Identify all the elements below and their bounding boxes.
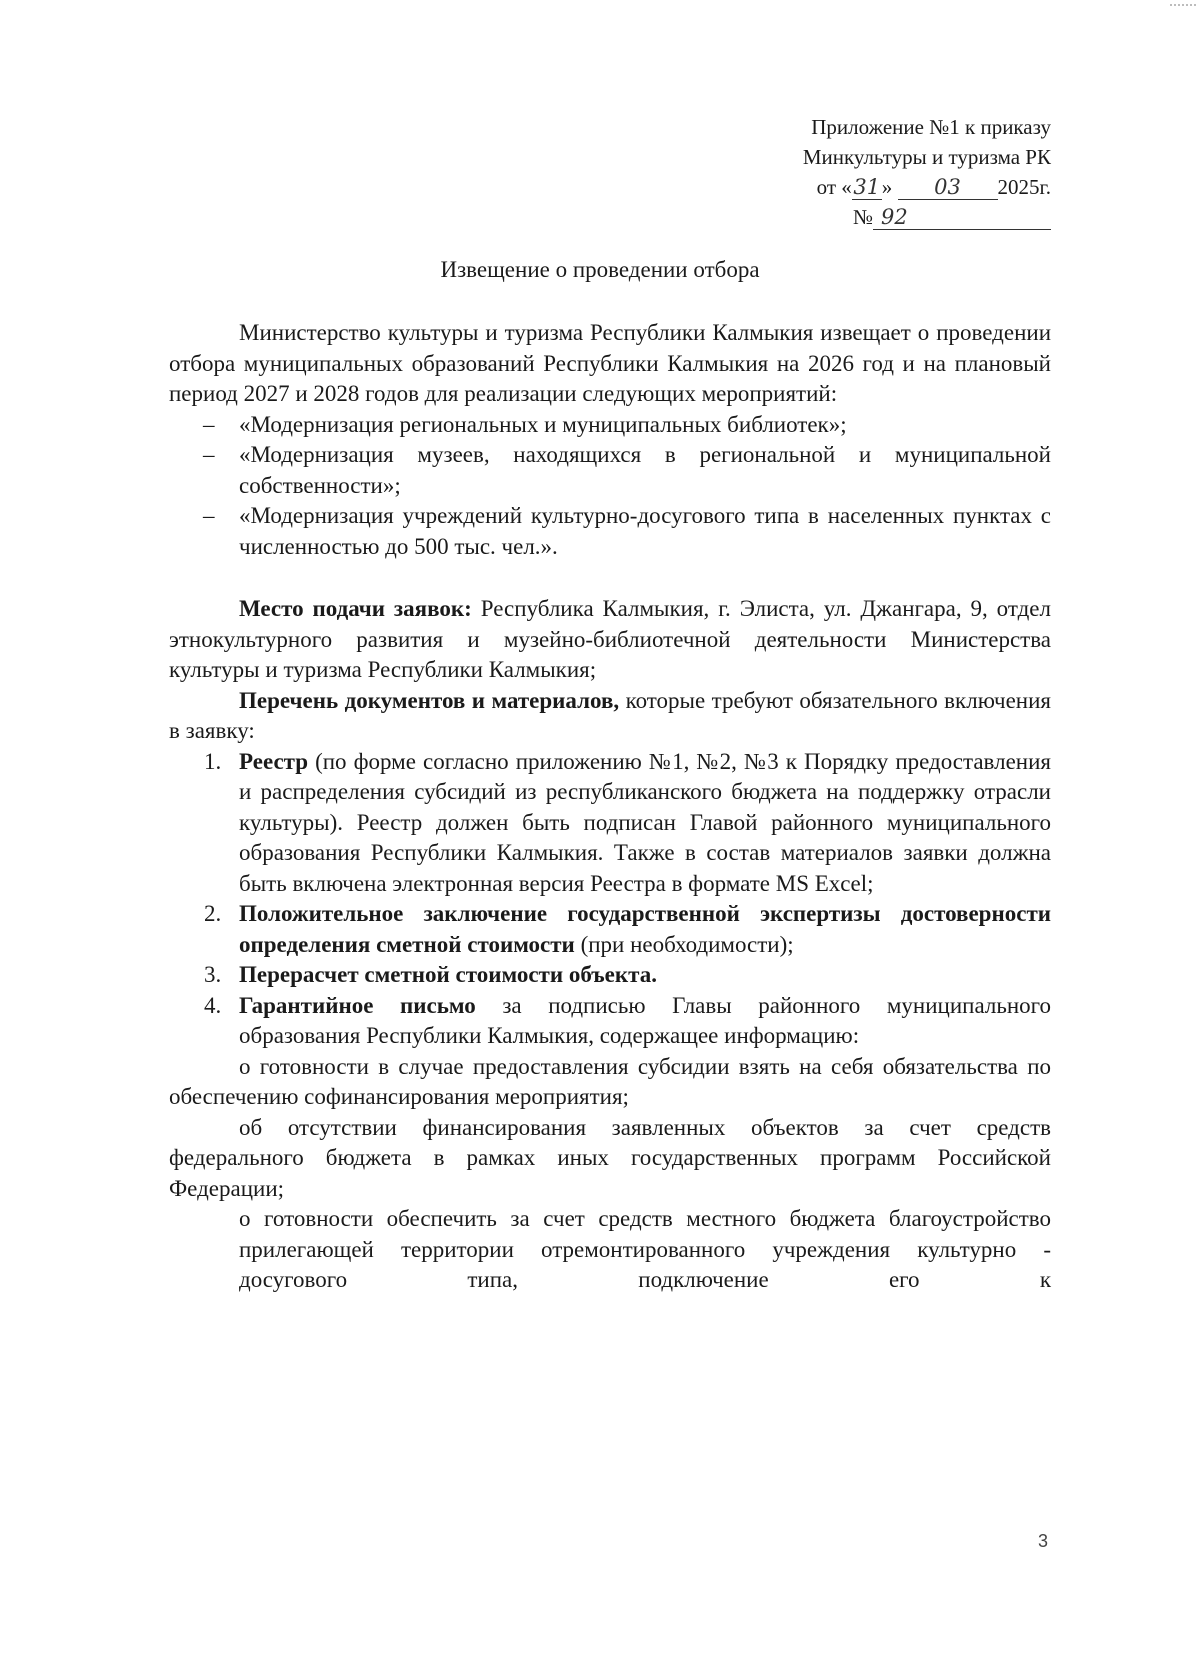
annex-number-line <box>691 202 1051 232</box>
document-item-text <box>239 960 1051 991</box>
annex-date-prefix: от « <box>816 175 852 199</box>
annex-header <box>691 112 1051 232</box>
document-item-text <box>239 991 1051 1052</box>
document-item-title: Положительное заключение государственной экспертизы достоверности определения сметной стоимости <box>239 901 1051 957</box>
guarantee-point: об отсутствии финансирования заявленных объектов за счет средств федерального бюджета в рамках иных государственных программ Российской Федерации; <box>169 1114 1051 1201</box>
intro-paragraph: Министерство культуры и туризма Республики Калмыкия извещает о проведении отбора муниципальных образований Республики Калмыкия на 2026 год и на плановый период 2027 и 2028 годов для реализации следующих мероприятий: <box>169 320 1051 406</box>
docs-intro-label: Перечень документов и материалов, <box>239 687 620 713</box>
document-title: Извещение о проведении отбора <box>440 257 760 282</box>
dash-bullet: – <box>203 411 215 437</box>
document-item-details: за подписью Главы районного муниципального образования Республики Калмыкия, содержащее информацию: <box>239 992 1051 1048</box>
documents-list <box>169 747 1051 1052</box>
annex-date-line <box>691 172 1051 202</box>
annex-number-value: 92 <box>873 205 1051 230</box>
list-item <box>169 991 1051 1052</box>
annex-line-2: Минкультуры и туризма РК <box>802 145 1051 169</box>
dash-bullet: – <box>203 442 215 467</box>
guarantee-point: о готовности обеспечить за счет средств местного бюджета благоустройство прилегающей территории отремонтированного учреждения культурно - досугового типа, подключение его к <box>239 1206 1051 1292</box>
event-text: «Модернизация региональных и муниципальных библиотек»; <box>239 411 847 437</box>
document-item-title: Гарантийное письмо <box>239 992 476 1018</box>
place-paragraph <box>169 594 1051 686</box>
place-text: Республика Калмыкия, г. Элиста, ул. Джангара, 9, отдел этнокультурного развития и музейно-библиотечной деятельности Министерства культуры и туризма Республики Калмыкия; <box>169 596 1051 682</box>
paragraph-gap <box>169 562 1051 594</box>
document-item-details: (по форме согласно приложению №1, №2, №3 к Порядку предоставления и распределения субсидий из республиканского бюджета на поддержку отрасли культуры). Реестр должен быть подписан Главой районного муниципального образования Республики Калмыкия. Также в состав материалов заявки должна быть включена электронная версия Реестра в формате MS Excel; <box>239 748 1051 896</box>
document-item-text <box>239 747 1051 900</box>
list-item <box>169 899 1051 960</box>
list-item <box>169 747 1051 900</box>
annex-number-prefix: № <box>852 205 873 229</box>
list-item <box>169 410 1051 441</box>
list-item <box>169 960 1051 991</box>
place-label: Место подачи заявок: <box>239 596 472 621</box>
event-text: «Модернизация музеев, находящихся в региональной и муниципальной собственности»; <box>239 442 1051 498</box>
events-list <box>169 410 1051 563</box>
item-number: 1. <box>204 748 222 774</box>
annex-line-1: Приложение №1 к приказу <box>811 115 1051 139</box>
guarantee-point: о готовности в случае предоставления субсидии взять на себя обязательства по обеспечению софинансирования мероприятия; <box>169 1053 1051 1109</box>
list-item <box>169 501 1051 562</box>
docs-intro-paragraph <box>169 686 1051 747</box>
page-number: 3 <box>1037 1531 1048 1551</box>
scan-corner-mark <box>1170 0 1196 6</box>
guarantee-point-block <box>169 1204 1051 1296</box>
dash-bullet: – <box>203 503 215 528</box>
document-item-title: Перерасчет сметной стоимости объекта. <box>239 962 657 987</box>
document-body <box>169 318 1051 1296</box>
item-number: 4. <box>204 992 222 1018</box>
annex-date-day: 31 <box>853 175 881 199</box>
item-number: 3. <box>204 962 222 987</box>
document-item-details: (при необходимости); <box>574 931 794 957</box>
annex-date-year: 2025г. <box>997 175 1051 199</box>
event-text: «Модернизация учреждений культурно-досугового типа в населенных пунктах с численностью до 500 тыс. чел.». <box>239 503 1051 559</box>
list-item <box>169 440 1051 501</box>
document-item-text <box>239 899 1051 960</box>
annex-date-month: 03 <box>898 175 998 200</box>
annex-date-mid: » <box>881 175 893 199</box>
document-item-title: Реестр <box>239 748 309 774</box>
docs-intro-text: которые требуют обязательного включения в заявку: <box>169 687 1051 743</box>
item-number: 2. <box>204 901 222 926</box>
